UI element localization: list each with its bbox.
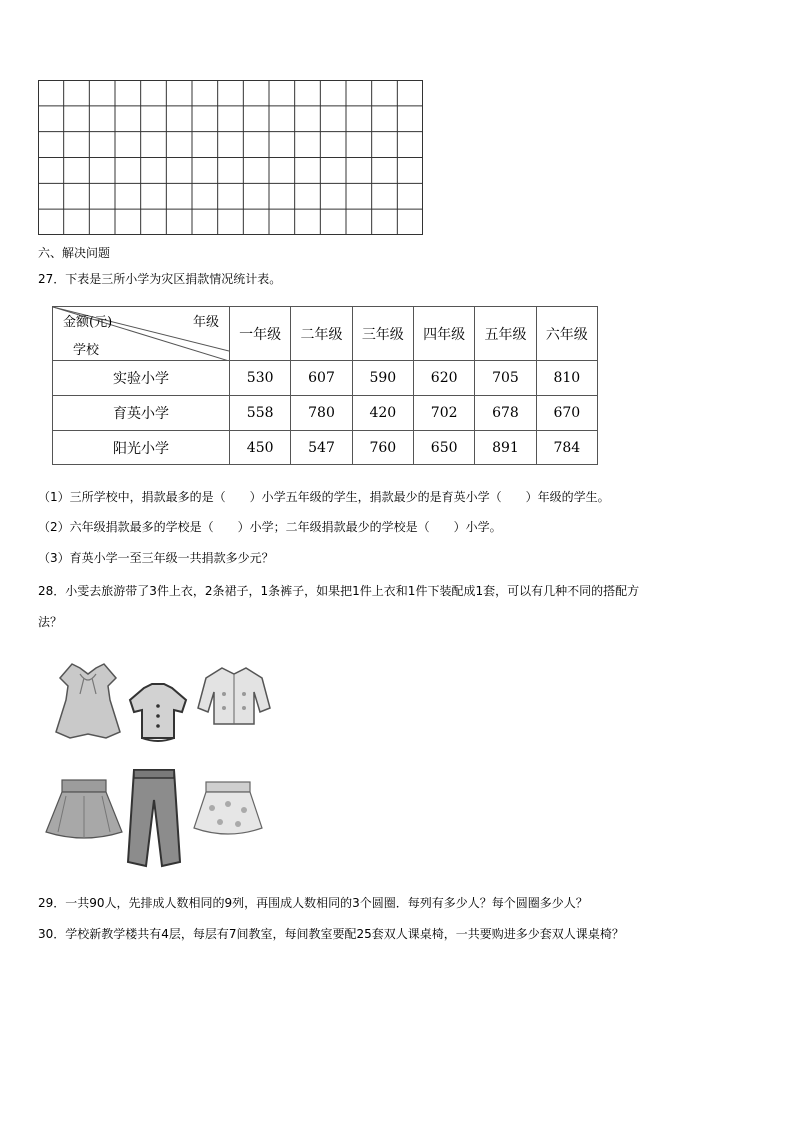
q27-sub2: （2）六年级捐款最多的学校是（ ）小学；二年级捐款最少的学校是（ ）小学。 bbox=[38, 520, 502, 534]
header-amount: 金额(元) bbox=[63, 315, 113, 330]
table-row bbox=[53, 396, 598, 431]
section-title: 六、解决问题 bbox=[38, 246, 111, 260]
q29: 29．一共90人，先排成人数相同的9列，再围成人数相同的3个圆圈．每列有多少人？每个圆圈多少人？ bbox=[38, 896, 588, 910]
grade-header: 三年级 bbox=[352, 307, 413, 361]
frilly-shirt-icon bbox=[126, 682, 190, 746]
trousers-icon bbox=[124, 766, 184, 870]
grade-header: 六年级 bbox=[536, 307, 597, 361]
lace-skirt-icon bbox=[190, 780, 266, 840]
q28-line1: 28．小雯去旅游带了3件上衣，2条裙子，1条裤子，如果把1件上衣和1件下装配成1套，可以有几种不同的搭配方 bbox=[38, 584, 640, 598]
header-school: 学校 bbox=[73, 343, 100, 358]
table-cell: 450 bbox=[230, 431, 291, 465]
table-cell: 784 bbox=[536, 431, 597, 465]
table-cell: 780 bbox=[291, 396, 352, 431]
grade-header: 四年级 bbox=[413, 307, 474, 361]
table-cell: 420 bbox=[352, 396, 413, 431]
donation-table bbox=[52, 306, 598, 465]
table-cell: 705 bbox=[475, 361, 536, 396]
table-row bbox=[53, 361, 598, 396]
school-name: 实验小学 bbox=[53, 361, 230, 396]
table-cell: 760 bbox=[352, 431, 413, 465]
q27-sub1: （1）三所学校中，捐款最多的是（ ）小学五年级的学生，捐款最少的是育英小学（ ）年级的学生。 bbox=[38, 490, 610, 504]
table-cell: 530 bbox=[230, 361, 291, 396]
table-cell: 810 bbox=[536, 361, 597, 396]
table-cell: 607 bbox=[291, 361, 352, 396]
q27-sub3: （3）育英小学一至三年级一共捐款多少元？ bbox=[38, 551, 274, 565]
school-name: 育英小学 bbox=[53, 396, 230, 431]
table-cell: 547 bbox=[291, 431, 352, 465]
grade-header: 五年级 bbox=[475, 307, 536, 361]
header-grade: 年级 bbox=[192, 315, 219, 330]
grade-header: 一年级 bbox=[230, 307, 291, 361]
q27-stem: 27．下表是三所小学为灾区捐款情况统计表。 bbox=[38, 272, 282, 286]
table-cell: 678 bbox=[475, 396, 536, 431]
q30: 30．学校新教学楼共有4层，每层有7间教室，每间教室要配25套双人课桌椅，一共要购进多少套双人课桌椅？ bbox=[38, 927, 624, 941]
table-cell: 650 bbox=[413, 431, 474, 465]
school-name: 阳光小学 bbox=[53, 431, 230, 465]
table-cell: 670 bbox=[536, 396, 597, 431]
skirt-icon bbox=[44, 776, 124, 844]
table-row bbox=[53, 431, 598, 465]
grade-header: 二年级 bbox=[291, 307, 352, 361]
table-cell: 891 bbox=[475, 431, 536, 465]
table-cell: 620 bbox=[413, 361, 474, 396]
table-cell: 702 bbox=[413, 396, 474, 431]
table-cell: 558 bbox=[230, 396, 291, 431]
table-cell: 590 bbox=[352, 361, 413, 396]
blouse-icon bbox=[196, 664, 272, 728]
answer-grid bbox=[38, 80, 423, 235]
table-corner-header bbox=[53, 307, 230, 361]
q28-line2: 法？ bbox=[38, 615, 63, 629]
dress-top-icon bbox=[50, 660, 126, 742]
